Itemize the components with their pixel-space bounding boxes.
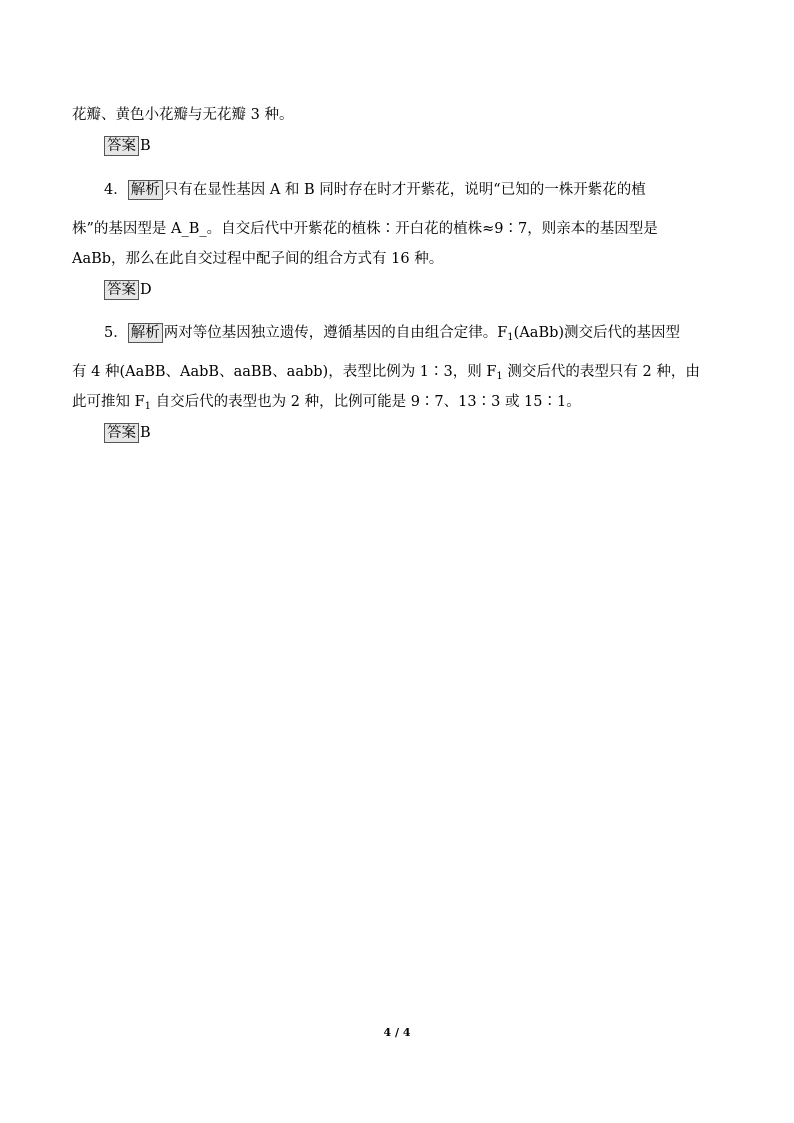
- analysis-text: 只有在显性基因 A 和 B 同时存在时才开紫花，说明“已知的一株开紫花的植: [163, 182, 646, 198]
- q4-line-3: AaBb，那么在此自交过程中配子间的组合方式有 16 种。: [72, 251, 444, 267]
- analysis-text: 测交后代的表型只有 2 种，由: [502, 364, 700, 380]
- analysis-label: 解析: [128, 180, 163, 200]
- q4-line-1: [104, 180, 646, 200]
- answer-label: 答案: [104, 423, 139, 443]
- q3-answer-line: [104, 136, 151, 156]
- answer-value: B: [140, 138, 151, 154]
- q3-text: 花瓣、黄色小花瓣与无花瓣 3 种。: [72, 107, 294, 123]
- q5-line-3: [72, 392, 581, 412]
- analysis-text: 自交后代的表型也为 2 种，比例可能是 9∶7、13∶3 或 15∶1。: [151, 394, 581, 410]
- analysis-label: 解析: [128, 323, 163, 343]
- q5-answer-line: [104, 423, 151, 443]
- answer-value: B: [140, 425, 151, 441]
- subscript: 1: [144, 401, 152, 412]
- answer-value: D: [140, 282, 152, 298]
- q5-line-1: [104, 323, 680, 343]
- answer-label: 答案: [104, 280, 139, 300]
- question-number: 5．: [104, 325, 128, 341]
- page-number: 4 / 4: [383, 1026, 411, 1039]
- subscript: 1: [507, 332, 514, 343]
- analysis-text: 有 4 种(AaBB、AabB、aaBB、aabb)，表型比例为 1∶3，则 F: [72, 364, 497, 380]
- question-number: 4．: [104, 182, 128, 198]
- answer-label: 答案: [104, 136, 139, 156]
- q5-line-2: [72, 362, 700, 382]
- analysis-text: (AaBb)测交后代的基因型: [513, 325, 681, 341]
- analysis-text: 此可推知 F: [72, 394, 145, 410]
- q4-line-2: 株”的基因型是 A_B_。自交后代中开紫花的植株∶开白花的植株≈9∶7，则亲本的基因型是: [72, 221, 658, 237]
- q4-answer-line: [104, 280, 152, 300]
- subscript: 1: [496, 371, 503, 382]
- analysis-text: 两对等位基因独立遗传，遵循基因的自由组合定律。F: [163, 325, 508, 341]
